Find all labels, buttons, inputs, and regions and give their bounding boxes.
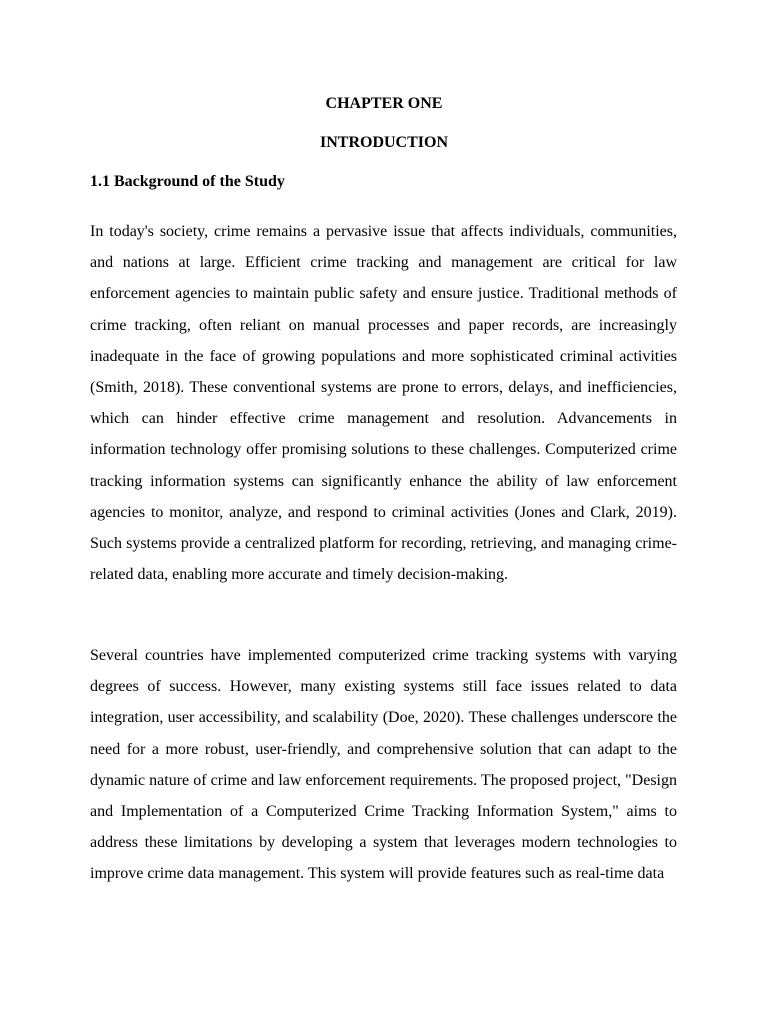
chapter-label: CHAPTER ONE (325, 95, 443, 112)
body-paragraph: In today's society, crime remains a pervasive issue that affects individuals, communities, and nations at large. Efficient crime tracking and management are critical for law enforcement agencies to maintain public safety and ensure justice. Traditional methods of crime tracking, often reliant on manual processes and paper records, are increasingly inadequate in the face of growing populations and more sophisticated criminal activities (Smith, 2018). These conventional systems are prone to errors, delays, and inefficiencies, which can hinder effective crime management and resolution. Advancements in information technology offer promising solutions to these challenges. Computerized crime tracking information systems can significantly enhance the ability of law enforcement agencies to monitor, analyze, and respond to criminal activities (Jones and Clark, 2019). Such systems provide a centralized platform for recording, retrieving, and managing crime-related data, enabling more accurate and timely decision-making. (90, 223, 677, 584)
body-paragraph: Several countries have implemented computerized crime tracking systems with varying degrees of success. However, many existing systems still face issues related to data integration, user accessibility, and scalability (Doe, 2020). These challenges underscore the need for a more robust, user-friendly, and comprehensive solution that can adapt to the dynamic nature of crime and law enforcement requirements. The proposed project, "Design and Implementation of a Computerized Crime Tracking Information System," aims to address these limitations by developing a system that leverages modern technologies to improve crime data management. This system will provide features such as real-time data (90, 647, 677, 883)
chapter-title: INTRODUCTION (319, 134, 448, 151)
section-heading: 1.1 Background of the Study (90, 173, 285, 190)
